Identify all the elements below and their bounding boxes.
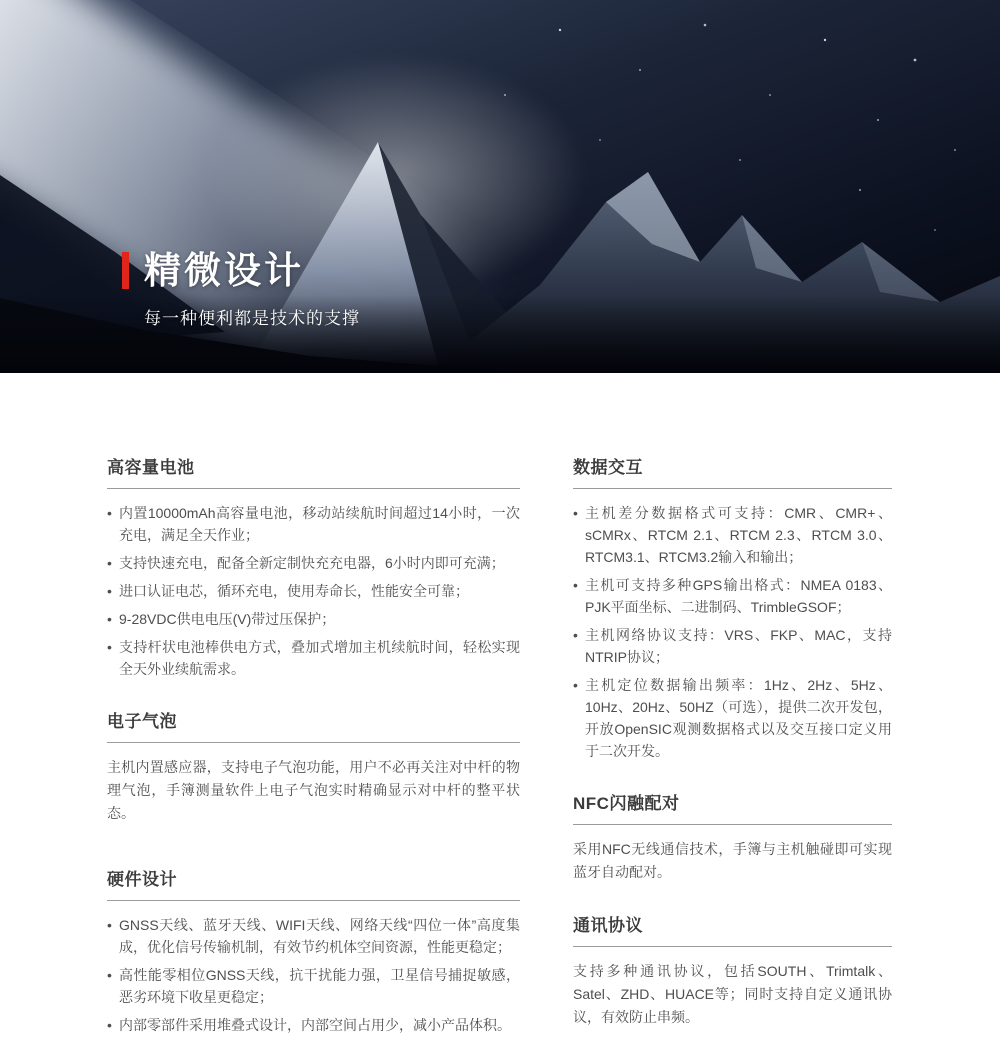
bullet-item: • 内置10000mAh高容量电池，移动站续航时间超过14小时，一次充电，满足全天作业； — [107, 502, 520, 546]
ebubble-paragraph: 主机内置感应器，支持电子气泡功能，用户不必再关注对中杆的物理气泡，手簿测量软件上电子气泡实时精确显示对中杆的整平状态。 — [107, 759, 520, 821]
hero-text-block — [122, 252, 360, 329]
section-heading-data-exchange: 数据交互 — [573, 453, 892, 489]
section-protocol — [573, 911, 892, 1029]
left-column — [107, 453, 520, 1063]
red-accent-bar — [122, 252, 129, 289]
section-heading-protocol: 通讯协议 — [573, 911, 892, 947]
bullet-item: • GNSS天线、蓝牙天线、WIFI天线、网络天线“四位一体”高度集成，优化信号传输机制，有效节约机体空间资源，性能更稳定； — [107, 914, 520, 958]
bullet-item: • 主机定位数据输出频率：1Hz、2Hz、5Hz、10Hz、20Hz、50HZ（可选），提供二次开发包，开放OpenSIC观测数据格式以及交互接口定义用于二次开发。 — [573, 674, 892, 762]
section-heading-battery: 高容量电池 — [107, 453, 520, 489]
bullet-item: • 支持快速充电，配备全新定制快充充电器，6小时内即可充满； — [107, 552, 520, 574]
section-heading-nfc: NFC闪融配对 — [573, 789, 892, 825]
bullet-item: • 9-28VDC供电电压(V)带过压保护； — [107, 608, 520, 630]
section-battery — [107, 453, 520, 680]
bullet-item: • 高性能零相位GNSS天线，抗干扰能力强，卫星信号捕捉敏感，恶劣环境下收星更稳定； — [107, 964, 520, 1008]
protocol-paragraph: 支持多种通讯协议，包括SOUTH、Trimtalk、Satel、ZHD、HUACE等；同时支持自定义通讯协议，有效防止串频。 — [573, 963, 892, 1025]
section-nfc — [573, 789, 892, 884]
bullet-item: • 主机网络协议支持：VRS、FKP、MAC，支持NTRIP协议； — [573, 624, 892, 668]
hero-banner — [0, 0, 1000, 373]
nfc-paragraph: 采用NFC无线通信技术，手簿与主机触碰即可实现蓝牙自动配对。 — [573, 841, 892, 880]
section-hardware — [107, 865, 520, 1036]
section-ebubble — [107, 707, 520, 825]
bullet-item: • 进口认证电芯，循环充电，使用寿命长，性能安全可靠； — [107, 580, 520, 602]
section-data-exchange — [573, 453, 892, 762]
hero-title: 精微设计 — [144, 250, 304, 291]
bullet-item: • 支持杆状电池棒供电方式，叠加式增加主机续航时间，轻松实现全天外业续航需求。 — [107, 636, 520, 680]
section-heading-hardware: 硬件设计 — [107, 865, 520, 901]
bullet-item: • 主机差分数据格式可支持：CMR、CMR+、sCMRx、RTCM 2.1、RTCM 2.3、RTCM 3.0、RTCM3.1、RTCM3.2输入和输出； — [573, 502, 892, 568]
right-column — [573, 453, 892, 1063]
hero-subtitle: 每一种便利都是技术的支撑 — [144, 309, 360, 328]
hardware-feature-list — [107, 914, 520, 1036]
bullet-item: • 内部零部件采用堆叠式设计，内部空间占用少，减小产品体积。 — [107, 1014, 520, 1036]
feature-content — [0, 373, 1000, 1063]
bullet-item: • 主机可支持多种GPS输出格式：NMEA 0183、PJK平面坐标、二进制码、TrimbleGSOF； — [573, 574, 892, 618]
data-exchange-feature-list — [573, 502, 892, 762]
section-heading-ebubble: 电子气泡 — [107, 707, 520, 743]
battery-feature-list — [107, 502, 520, 680]
